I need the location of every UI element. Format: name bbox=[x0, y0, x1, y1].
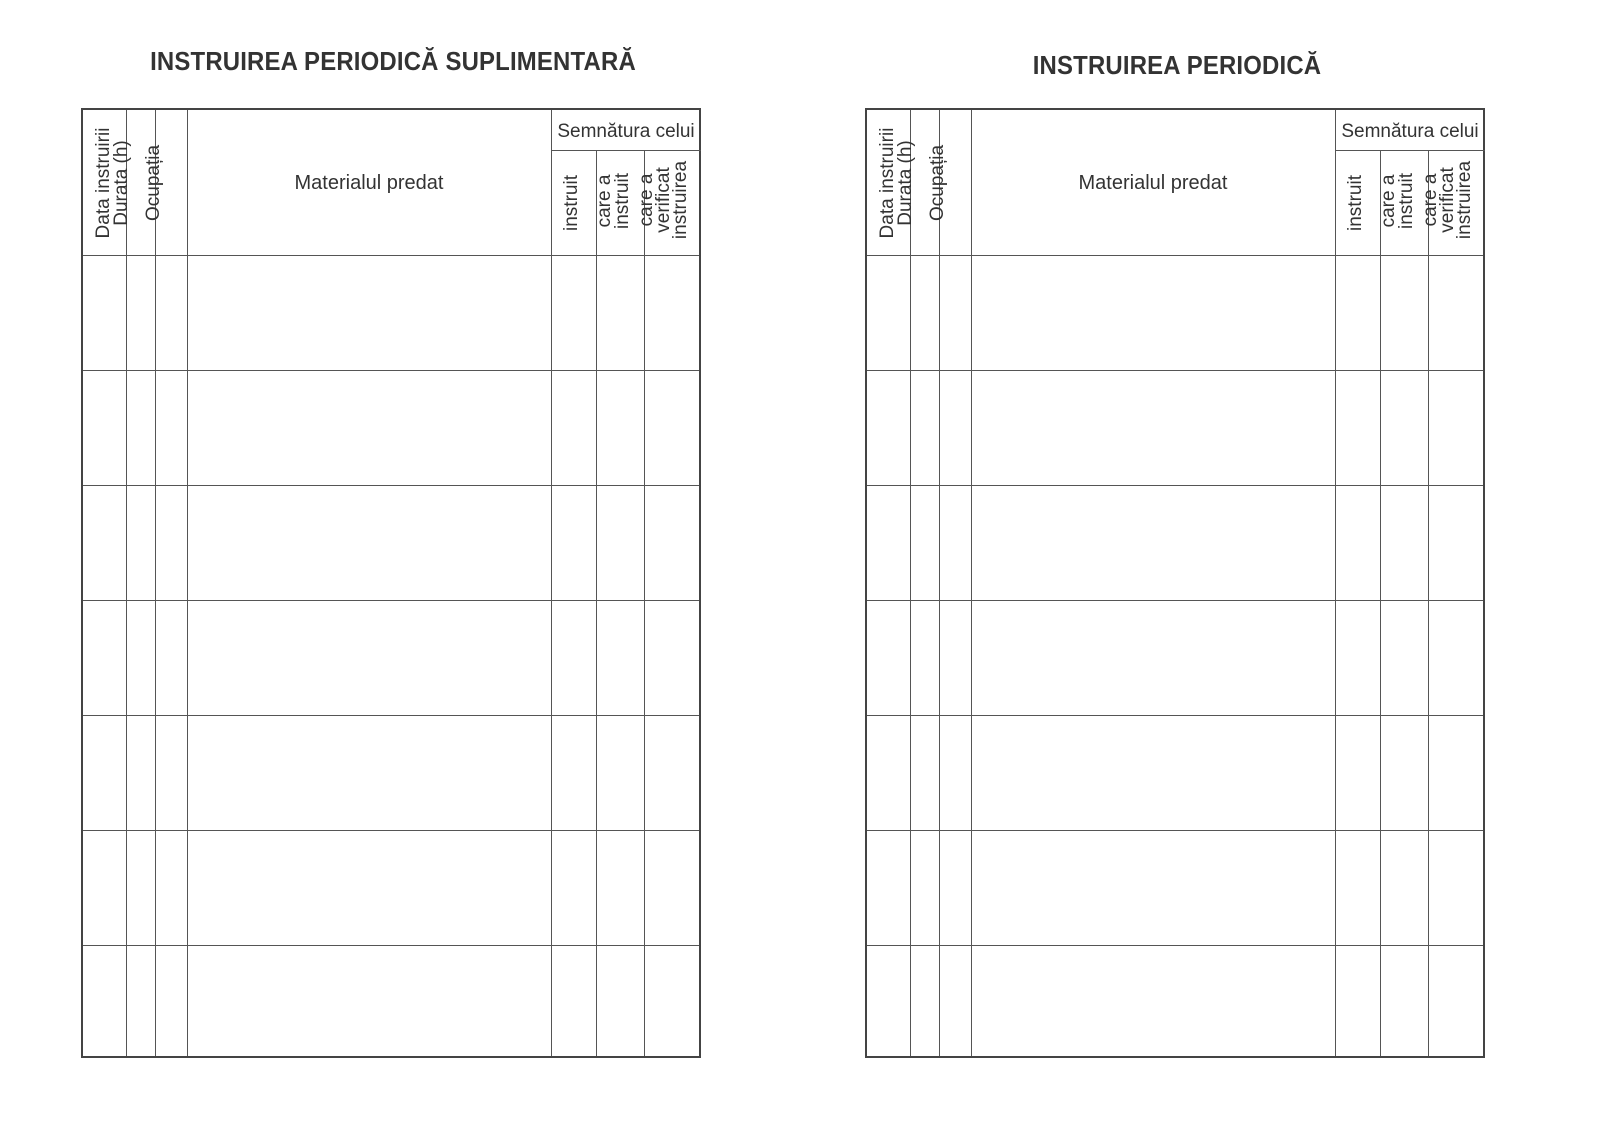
column-material: Materialul predat bbox=[294, 172, 444, 194]
verifier-label: care a verificat instruirea bbox=[1420, 160, 1475, 240]
column-signature-group: Semnătura celui bbox=[557, 121, 695, 142]
form-title: INSTRUIREA PERIODICĂ SUPLIMENTARĂ bbox=[150, 46, 636, 76]
instructor-label: care a instruit bbox=[594, 173, 633, 229]
column-signature-instructor bbox=[1380, 156, 1418, 246]
column-signature-verifier bbox=[638, 150, 692, 250]
column-signature-instructed: instruit bbox=[561, 175, 582, 231]
column-date: Data instruirii bbox=[877, 127, 898, 239]
column-date: Data instruirii bbox=[93, 127, 114, 239]
column-signature-group: Semnătura celui bbox=[1341, 121, 1479, 142]
column-signature-instructor bbox=[596, 156, 634, 246]
column-signature-verifier bbox=[1422, 150, 1476, 250]
column-duration: Durata (h) bbox=[111, 140, 132, 226]
form-title: INSTRUIREA PERIODICĂ bbox=[1032, 50, 1322, 80]
verifier-label: care a verificat instruirea bbox=[636, 160, 691, 240]
instructor-label: care a instruit bbox=[1378, 173, 1417, 229]
instruction-table bbox=[865, 108, 1485, 1058]
column-occupation: Ocupația bbox=[927, 144, 948, 222]
column-signature-instructed: instruit bbox=[1345, 175, 1366, 231]
column-occupation: Ocupația bbox=[143, 144, 164, 222]
column-duration: Durata (h) bbox=[895, 140, 916, 226]
instruction-table bbox=[81, 108, 701, 1058]
column-material: Materialul predat bbox=[1078, 172, 1228, 194]
